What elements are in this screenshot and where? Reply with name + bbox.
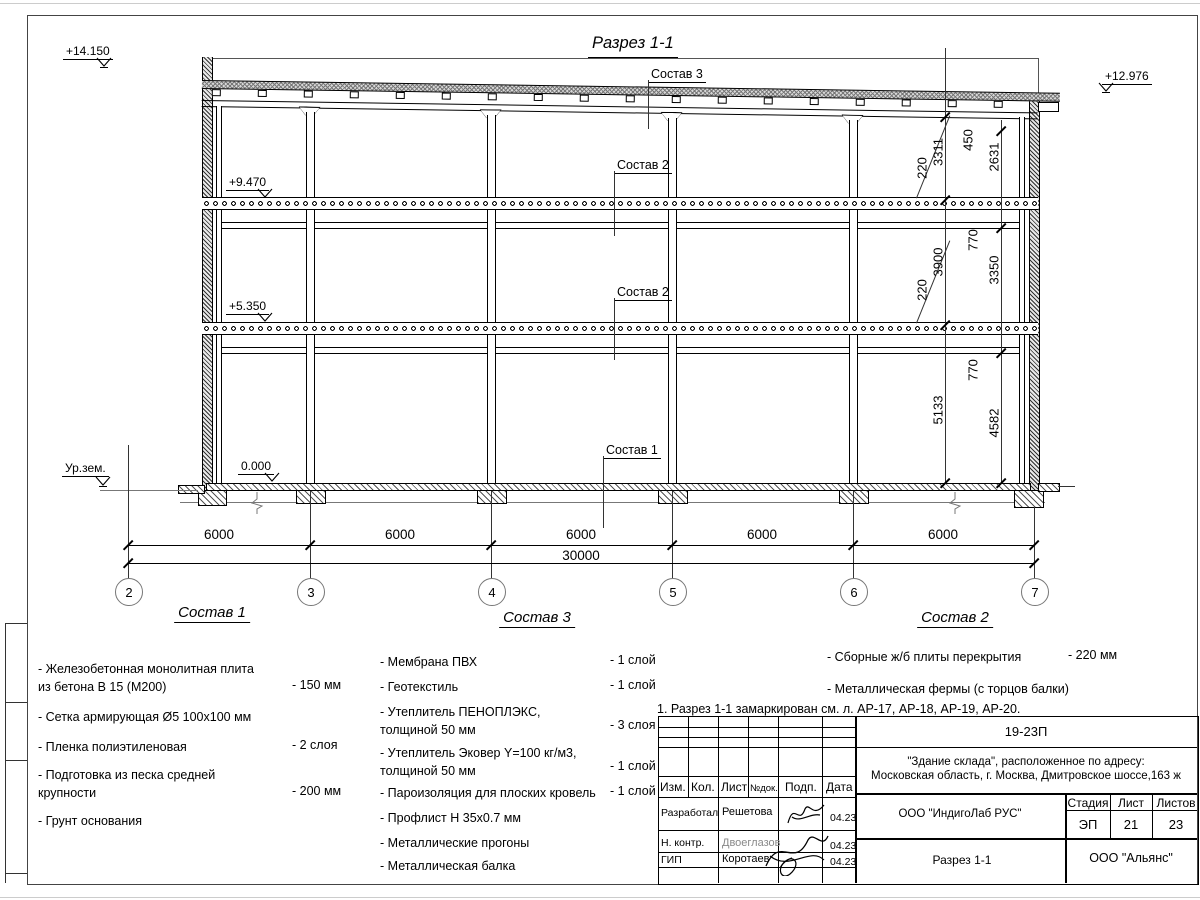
footing — [296, 490, 326, 504]
legend-slabs-heading: Состав 2 — [917, 609, 993, 628]
stage-value: ЭП — [1078, 817, 1098, 832]
col-doc: №док. — [750, 783, 778, 794]
level-arrow-icon — [96, 57, 112, 68]
dim-value: 6000 — [384, 527, 416, 542]
legend-item: - Металлические прогоны — [380, 836, 530, 850]
grid-extension-line — [310, 490, 311, 578]
footing — [477, 490, 507, 504]
callout-label: Состав 3 — [648, 67, 706, 83]
purlin — [810, 98, 819, 105]
col-kol: Кол. — [691, 780, 715, 794]
dim-value: 3350 — [986, 255, 1002, 285]
purlin — [764, 97, 773, 104]
legend-qty: - 3 слоя — [610, 718, 656, 732]
purlin — [488, 93, 497, 100]
grid-label: 5 — [669, 584, 677, 600]
grid-bubble — [478, 578, 506, 606]
callout-leader — [614, 171, 615, 236]
legend-item: - Сетка армирующая Ø5 100x100 мм — [38, 710, 252, 724]
sheets-value: 23 — [1168, 817, 1184, 832]
grid-label: 3 — [307, 584, 315, 600]
dim-value: 5133 — [930, 395, 946, 425]
elevation-floor2 — [226, 175, 269, 189]
legend-item: - Металлическая балка — [380, 859, 516, 873]
contractor-org: ООО "Альянс" — [1089, 851, 1173, 865]
elevation-roof-right — [1102, 69, 1152, 83]
purlin — [350, 91, 359, 98]
purlin — [718, 97, 727, 104]
titleblock-line — [658, 747, 855, 748]
grid-bubble — [115, 578, 143, 606]
legend-qty: - 1 слой — [610, 678, 656, 692]
titleblock-line — [1065, 793, 1067, 883]
person-name: Решетова — [722, 806, 773, 818]
elevation-label: Ур.зем. — [62, 461, 109, 477]
titleblock-line — [855, 793, 1197, 795]
drawing-note: 1. Разрез 1-1 замаркирован см. л. АР-17, АР-18, АР-19, АР-20. — [657, 702, 1021, 716]
legend-qty: - 220 мм — [1068, 648, 1118, 662]
legend-item: - Грунт основания — [38, 814, 143, 828]
date: 04.23 — [830, 840, 857, 852]
level-arrow-icon — [95, 476, 111, 487]
legend-item: - Железобетонная монолитная плита из бетона В 15 (М200) — [38, 662, 254, 695]
role: Н. контр. — [661, 837, 705, 849]
footing — [1014, 490, 1044, 508]
purlin — [994, 101, 1003, 108]
pilaster-left — [216, 106, 222, 483]
level-arrow-icon — [257, 312, 273, 323]
ground-slab — [206, 483, 1031, 491]
legend-item: - Утеплитель Эковер Y=100 кг/м3, толщиной 50 мм — [380, 746, 577, 779]
col-podp: Подп. — [785, 780, 817, 794]
callout-leader — [603, 456, 604, 528]
dim-value: 2631 — [986, 142, 1002, 172]
legend-item: - Утеплитель ПЕНОПЛЭКС, толщиной 50 мм — [380, 705, 541, 738]
drawing-title: Разрез 1-1 — [588, 32, 678, 58]
footing — [839, 490, 869, 504]
grid-extension-line — [128, 445, 129, 578]
column — [487, 115, 496, 483]
callout-leader — [648, 80, 649, 129]
grid-bubble — [1021, 578, 1049, 606]
level-arrow-icon — [264, 472, 280, 483]
titleblock-line — [855, 747, 1197, 748]
grid-bubble — [840, 578, 868, 606]
purlin — [258, 90, 267, 97]
titleblock-line — [658, 797, 855, 798]
ledge-line — [1058, 486, 1075, 487]
titleblock-line — [718, 716, 719, 883]
purlin — [672, 96, 681, 103]
elevation-value: 0.000 — [238, 459, 274, 475]
purlin — [534, 94, 543, 101]
dim-value: 220 — [914, 279, 930, 301]
floor-beam — [218, 347, 1022, 354]
entry-ledge-right — [1038, 483, 1060, 492]
slab-level1 — [202, 322, 1038, 335]
role: Разработал — [661, 807, 719, 819]
grid-extension-line — [672, 490, 673, 578]
designer-company: ООО "ИндигоЛаб РУС" — [898, 808, 1022, 820]
legend-floor-heading: Состав 1 — [174, 604, 250, 623]
purlin — [948, 100, 957, 107]
callout-slab-upper — [614, 157, 672, 175]
legend-item: - Сборные ж/б плиты перекрытия — [827, 650, 1022, 664]
elevation-value: +5.350 — [226, 299, 269, 315]
roof-edge-bracket — [1038, 102, 1059, 112]
floor-beam — [218, 222, 1022, 229]
col-izm: Изм. — [660, 780, 686, 794]
person-name: Двоеглазов — [722, 837, 781, 849]
dim-value: 3900 — [930, 247, 946, 277]
slab-level2 — [202, 197, 1038, 210]
titleblock-line — [855, 838, 1197, 840]
dim-value: 770 — [965, 229, 981, 251]
person-name: Коротаев — [722, 853, 770, 865]
footing — [658, 490, 688, 504]
grid-label: 6 — [850, 584, 858, 600]
role: ГИП — [661, 854, 682, 866]
dim-value: 770 — [965, 359, 981, 381]
grid-bubble — [297, 578, 325, 606]
side-stamp-line — [5, 760, 27, 761]
sheet-title: Разрез 1-1 — [932, 853, 992, 867]
grid-label: 2 — [125, 584, 133, 600]
side-stamp-line — [5, 623, 27, 624]
side-stamp-line — [5, 702, 27, 703]
legend-item: - Подготовка из песка средней крупности — [38, 768, 216, 801]
wall-right — [1029, 99, 1040, 490]
purlin — [626, 95, 635, 102]
legend-item: - Пароизоляция для плоских кровель — [380, 786, 596, 800]
legend-item: - Профлист Н 35х0.7 мм — [380, 811, 521, 825]
elevation-value: +12.976 — [1102, 69, 1152, 85]
ground-level-line — [100, 490, 198, 491]
date: 04.23 — [830, 812, 857, 824]
signature — [760, 828, 832, 876]
legend-roof-heading: Состав 3 — [499, 609, 575, 628]
window-edge-bottom — [0, 897, 1200, 898]
titleblock-line — [658, 737, 855, 738]
col-list: Лист — [721, 780, 748, 794]
side-stamp-line — [5, 873, 27, 874]
purlin — [856, 99, 865, 106]
dim-line-bays — [128, 545, 1034, 546]
dim-value: 4582 — [986, 408, 1002, 438]
grid-bubble — [659, 578, 687, 606]
titleblock-line — [688, 716, 689, 797]
stage-label: Стадия — [1067, 796, 1109, 810]
purlin — [442, 93, 451, 100]
break-mark — [948, 492, 962, 514]
dim-value: 450 — [960, 129, 976, 151]
grid-label: 4 — [488, 584, 496, 600]
legend-item: - Мембрана ПВХ — [380, 655, 478, 669]
titleblock-line — [1110, 793, 1111, 838]
grid-extension-line — [491, 490, 492, 578]
doc-code: 19-23П — [1004, 724, 1048, 739]
column — [849, 120, 858, 483]
titleblock-line — [658, 727, 855, 728]
elevation-value: +9.470 — [226, 175, 269, 191]
break-mark — [250, 492, 264, 514]
elevation-value: +14.150 — [63, 44, 113, 60]
titleblock-line — [658, 776, 855, 777]
sheet-label: Лист — [1117, 796, 1145, 810]
purlin — [580, 95, 589, 102]
sheets-label: Листов — [1156, 796, 1196, 810]
purlin — [304, 91, 313, 98]
pilaster-right — [1019, 117, 1025, 483]
project-address-1: "Здание склада", расположенное по адресу: — [907, 756, 1145, 768]
legend-qty: - 200 мм — [292, 784, 342, 798]
purlin — [396, 92, 405, 99]
date: 04.23 — [830, 856, 857, 868]
sheet-value: 21 — [1123, 817, 1139, 832]
grid-extension-line — [853, 490, 854, 578]
titleblock-line — [1065, 810, 1197, 811]
dim-value: 3311 — [930, 138, 946, 166]
window-edge-top — [0, 3, 1200, 4]
elevation-zero — [238, 459, 274, 473]
signature — [784, 799, 828, 829]
titleblock-line — [748, 716, 749, 797]
legend-qty: - 1 слой — [610, 784, 656, 798]
elevation-floor1 — [226, 299, 269, 313]
elevation-parapet-left — [63, 44, 113, 58]
dim-value: 6000 — [565, 527, 597, 542]
legend-item: - Пленка полиэтиленовая — [38, 740, 187, 754]
far-parapet-line — [202, 58, 1038, 59]
dim-value: 6000 — [746, 527, 778, 542]
dim-value-total: 30000 — [562, 548, 600, 563]
purlin — [902, 99, 911, 106]
purlin — [212, 89, 221, 96]
column — [306, 112, 315, 483]
legend-item: - Геотекстиль — [380, 680, 459, 694]
callout-floor — [603, 442, 661, 460]
level-arrow-icon — [257, 188, 273, 199]
level-arrow-icon — [1098, 82, 1114, 93]
callout-label: Состав 1 — [603, 443, 661, 459]
callout-leader — [614, 298, 615, 360]
callout-slab-lower — [614, 284, 672, 302]
callout-roof — [648, 66, 706, 84]
legend-qty: - 1 слой — [610, 653, 656, 667]
side-stamp-line — [5, 623, 6, 883]
legend-qty: - 150 мм — [292, 678, 342, 692]
dim-value: 6000 — [927, 527, 959, 542]
legend-qty: - 2 слоя — [292, 738, 338, 752]
legend-qty: - 1 слой — [610, 759, 656, 773]
col-data: Дата — [826, 780, 853, 794]
dim-value: 220 — [914, 157, 930, 179]
callout-label: Состав 2 — [614, 158, 672, 174]
callout-label: Состав 2 — [614, 285, 672, 301]
far-parapet-edge — [1038, 58, 1039, 95]
elevation-ground — [62, 461, 109, 475]
titleblock-line — [1152, 793, 1153, 838]
project-address-2: Московская область, г. Москва, Дмитровское шоссе,163 ж — [871, 770, 1181, 782]
legend-item: - Металлическая фермы (с торцов балки) — [827, 682, 1069, 696]
dim-line-total — [128, 563, 1034, 564]
grid-label: 7 — [1031, 584, 1039, 600]
dim-value: 6000 — [203, 527, 235, 542]
